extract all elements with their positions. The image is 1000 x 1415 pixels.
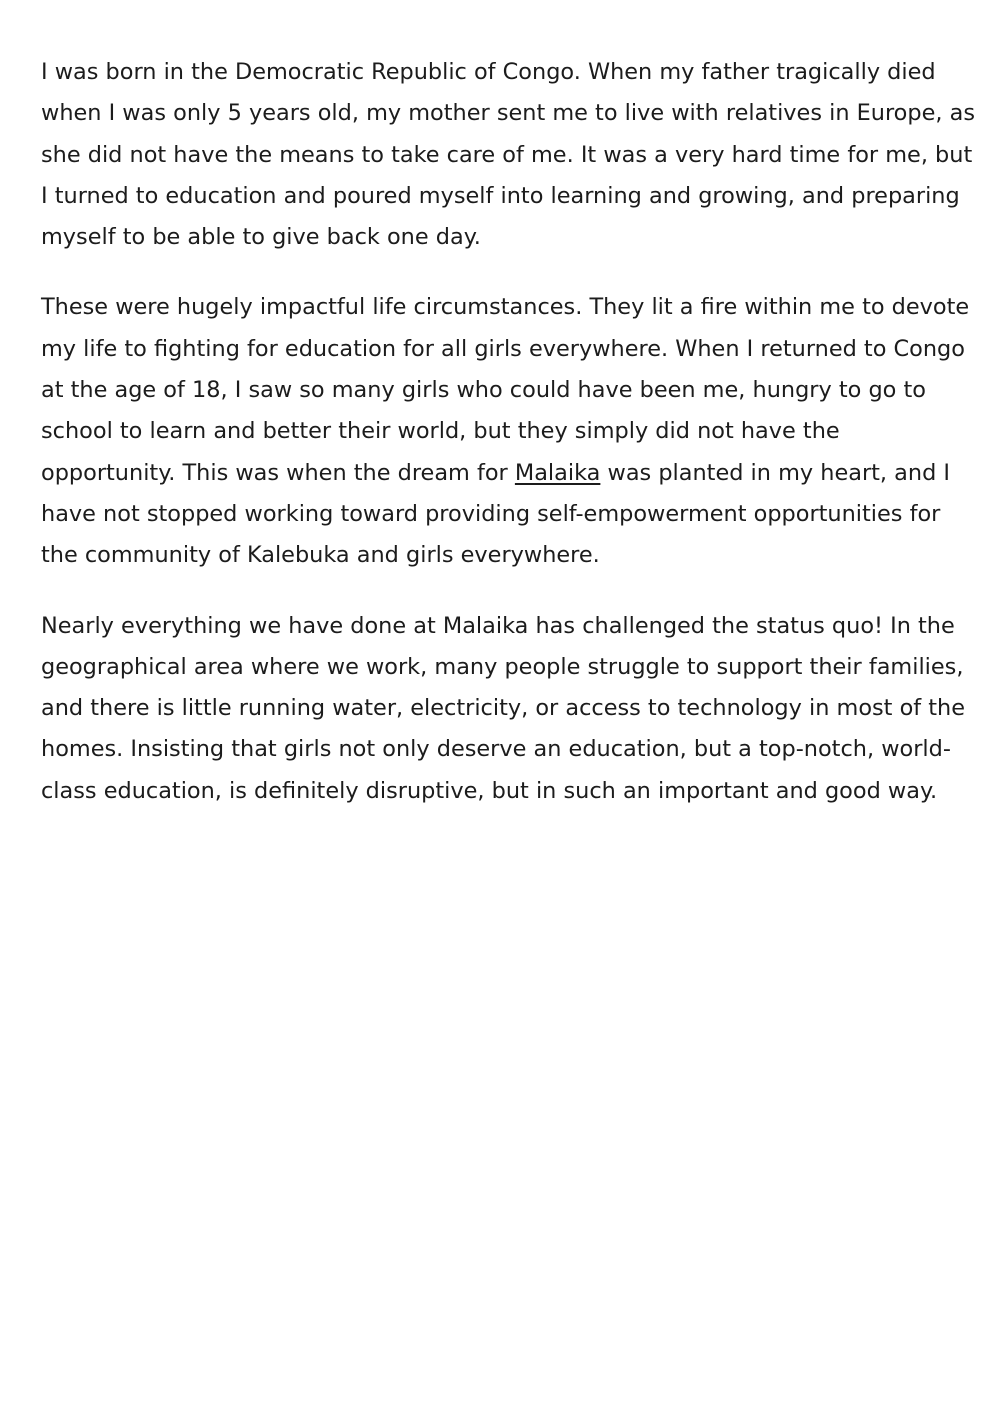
paragraph-2-text-before-link: These were hugely impactful life circumstances. They lit a fire within me to devote my life to fighting for education for all girls everywhere. When I returned to Congo at the age of 18, I saw so many girls who could have been me, hungry to go to school to learn and better their world, but they simply did not have the opportunity. This was when the dream for <box>41 294 970 486</box>
paragraph-2 <box>41 287 980 576</box>
malaika-link[interactable]: Malaika <box>514 459 601 486</box>
paragraph-3: Nearly everything we have done at Malaika has challenged the status quo! In the geographical area where we work, many people struggle to support their families, and there is little running water, electricity, or access to technology in most of the homes. Insisting that girls not only deserve an education, but a top-notch, world-class education, is definitely disruptive, but in such an important and good way. <box>41 612 966 804</box>
paragraph-1: I was born in the Democratic Republic of Congo. When my father tragically died when I was only 5 years old, my mother sent me to live with relatives in Europe, as she did not have the means to take care of me. It was a very hard time for me, but I turned to education and poured myself into learning and growing, and preparing myself to be able to give back one day. <box>41 59 975 251</box>
paragraph-2-text-after-link: was planted in my heart, and I have not stopped working toward providing self-empowerment opportunities for the community of Kalebuka and girls everywhere. <box>41 459 951 569</box>
